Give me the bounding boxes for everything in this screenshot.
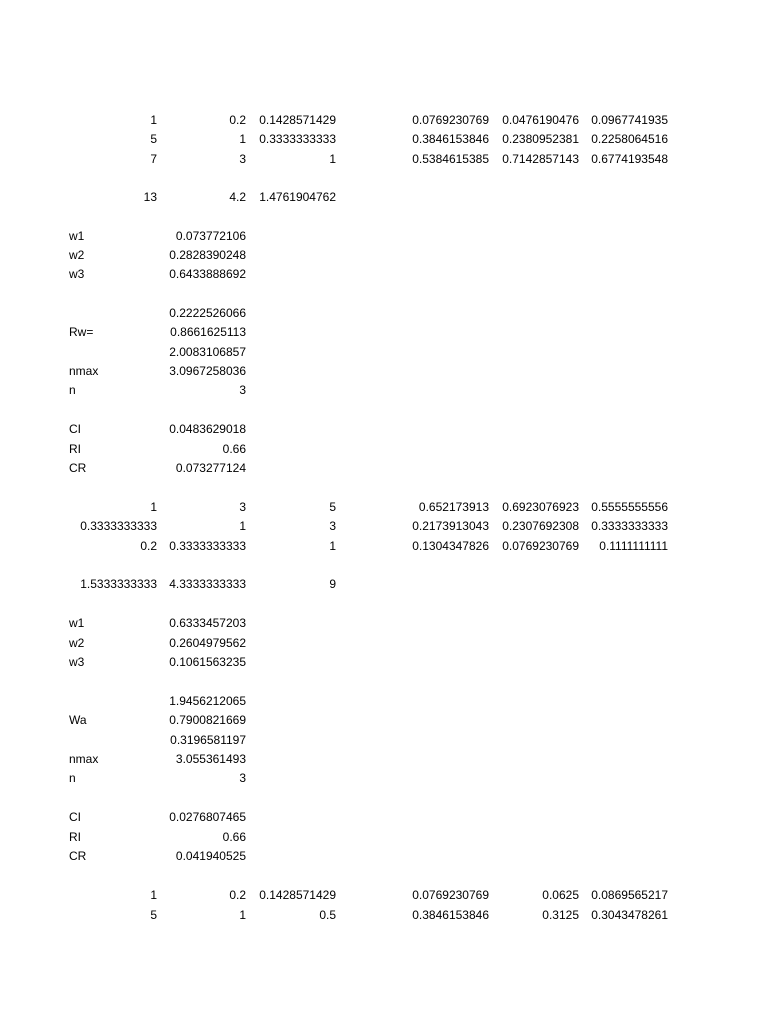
cell-label[interactable]: w3 (69, 655, 85, 669)
cell[interactable]: 0.66 (222, 442, 246, 456)
cell[interactable]: 0.2 (140, 539, 157, 553)
cell[interactable]: 0.1304347826 (412, 539, 489, 553)
table-row (0, 653, 768, 672)
cell[interactable]: 2.0083106857 (169, 345, 246, 359)
table-row (0, 808, 768, 827)
cell[interactable]: 1.9456212065 (169, 694, 246, 708)
table-row (0, 498, 768, 517)
cell[interactable]: 0.5384615385 (412, 152, 489, 166)
cell[interactable]: 1.4761904762 (259, 190, 336, 204)
cell[interactable]: 3.055361493 (175, 752, 246, 766)
table-row (0, 634, 768, 653)
cell-label[interactable]: RI (69, 442, 81, 456)
cell[interactable]: 0.3043478261 (591, 908, 668, 922)
cell[interactable]: 3 (239, 771, 246, 785)
cell[interactable]: 1 (239, 908, 246, 922)
cell[interactable]: 0.6923076923 (502, 500, 579, 514)
cell[interactable]: 0.0769230769 (412, 888, 489, 902)
table-row (0, 227, 768, 246)
cell[interactable]: 0.6433888692 (169, 267, 246, 281)
table-row (0, 537, 768, 556)
cell[interactable]: 0.073772106 (175, 229, 246, 243)
cell[interactable]: 0.0476190476 (502, 113, 579, 127)
cell[interactable]: 1 (150, 500, 157, 514)
table-row (0, 906, 768, 925)
cell[interactable]: 1 (150, 113, 157, 127)
cell-label[interactable]: CR (69, 461, 87, 475)
table-row (0, 246, 768, 265)
table-row (0, 711, 768, 730)
cell[interactable]: 1.5333333333 (80, 577, 157, 591)
cell[interactable]: 3 (239, 383, 246, 397)
cell[interactable]: 13 (143, 190, 157, 204)
cell[interactable]: 3.0967258036 (169, 364, 246, 378)
cell[interactable]: 0.7900821669 (169, 713, 246, 727)
table-row (0, 130, 768, 149)
cell[interactable]: 0.3846153846 (412, 132, 489, 146)
table-row (0, 304, 768, 323)
cell[interactable]: 0.6333457203 (169, 616, 246, 630)
cell[interactable]: 1 (329, 539, 336, 553)
cell[interactable]: 0.3125 (542, 908, 579, 922)
table-row (0, 731, 768, 750)
cell[interactable]: 5 (329, 500, 336, 514)
cell[interactable]: 0.3333333333 (80, 519, 157, 533)
table-row (0, 188, 768, 207)
table-row (0, 111, 768, 130)
cell-label[interactable]: CR (69, 849, 87, 863)
cell[interactable]: 0.1061563235 (169, 655, 246, 669)
cell[interactable]: 0.041940525 (175, 849, 246, 863)
table-row (0, 440, 768, 459)
table-row (0, 381, 768, 400)
cell[interactable]: 5 (150, 132, 157, 146)
cell-label[interactable]: n (69, 383, 76, 397)
cell-label[interactable]: nmax (69, 364, 99, 378)
cell[interactable]: 0.1111111111 (599, 539, 668, 553)
cell[interactable]: 0.66 (222, 830, 246, 844)
cell[interactable]: 1 (239, 519, 246, 533)
cell[interactable]: 0.2222526066 (169, 306, 246, 320)
cell[interactable]: 0.0769230769 (412, 113, 489, 127)
cell[interactable]: 0.3196581197 (170, 733, 246, 747)
cell-label[interactable]: Wa (69, 713, 87, 727)
cell[interactable]: 9 (329, 577, 336, 591)
cell-label[interactable]: w3 (69, 267, 85, 281)
cell[interactable]: 0.5555555556 (591, 500, 668, 514)
cell[interactable]: 3 (329, 519, 336, 533)
cell[interactable]: 0.652173913 (418, 500, 489, 514)
cell[interactable]: 0.0625 (542, 888, 579, 902)
cell[interactable]: 0.1428571429 (259, 888, 336, 902)
table-row (0, 323, 768, 342)
cell[interactable]: 0.0967741935 (591, 113, 668, 127)
cell[interactable]: 0.2604979562 (169, 636, 246, 650)
table-row (0, 828, 768, 847)
table-row (0, 769, 768, 788)
cell[interactable]: 0.0769230769 (502, 539, 579, 553)
cell-label[interactable]: Rw= (69, 325, 94, 339)
table-row (0, 692, 768, 711)
table-row (0, 265, 768, 284)
cell-label[interactable]: nmax (69, 752, 99, 766)
cell-label[interactable] (69, 692, 157, 711)
cell-label[interactable] (69, 731, 157, 750)
cell[interactable]: 4.3333333333 (169, 577, 246, 591)
cell[interactable]: 0.1428571429 (259, 113, 336, 127)
cell[interactable]: 0.2173913043 (412, 519, 489, 533)
table-row (0, 517, 768, 536)
cell-label[interactable]: w2 (69, 248, 85, 262)
cell[interactable]: 5 (150, 908, 157, 922)
cell[interactable]: 4.2 (229, 190, 246, 204)
cell[interactable]: 0.7142857143 (502, 152, 579, 166)
cell-label[interactable] (69, 343, 157, 362)
table-row (0, 362, 768, 381)
table-row (0, 343, 768, 362)
cell[interactable]: 3 (239, 500, 246, 514)
cell[interactable]: 0.2380952381 (502, 132, 579, 146)
cell[interactable]: 0.0869565217 (591, 888, 668, 902)
table-row (0, 459, 768, 478)
table-row (0, 847, 768, 866)
cell-label[interactable] (69, 304, 157, 323)
cell-label[interactable]: CI (69, 810, 81, 824)
cell[interactable]: 1 (150, 888, 157, 902)
cell-label[interactable]: w1 (69, 229, 85, 243)
table-row (0, 575, 768, 594)
cell-label[interactable]: RI (69, 830, 81, 844)
cell[interactable]: 0.3333333333 (169, 539, 246, 553)
cell[interactable]: 0.6774193548 (591, 152, 668, 166)
table-row (0, 886, 768, 905)
cell[interactable]: 0.2 (229, 888, 246, 902)
table-row (0, 420, 768, 439)
table-row (0, 614, 768, 633)
cell[interactable]: 7 (150, 152, 157, 166)
cell[interactable]: 0.8661625113 (170, 325, 246, 339)
cell[interactable]: 3 (239, 152, 246, 166)
cell[interactable]: 0.3333333333 (591, 519, 668, 533)
cell[interactable]: 0.2258064516 (591, 132, 668, 146)
cell[interactable]: 0.3333333333 (259, 132, 336, 146)
cell[interactable]: 0.0483629018 (169, 422, 246, 436)
cell[interactable]: 0.0276807465 (169, 810, 246, 824)
cell[interactable]: 0.3846153846 (412, 908, 489, 922)
cell-label[interactable]: CI (69, 422, 81, 436)
cell[interactable]: 1 (329, 152, 336, 166)
cell-label[interactable]: w2 (69, 636, 85, 650)
cell[interactable]: 1 (239, 132, 246, 146)
table-row (0, 750, 768, 769)
cell[interactable]: 0.2828390248 (169, 248, 246, 262)
cell[interactable]: 0.2307692308 (502, 519, 579, 533)
cell[interactable]: 0.5 (319, 908, 336, 922)
cell-label[interactable]: n (69, 771, 76, 785)
table-row (0, 150, 768, 169)
cell[interactable]: 0.2 (229, 113, 246, 127)
cell[interactable]: 0.073277124 (175, 461, 246, 475)
cell-label[interactable]: w1 (69, 616, 85, 630)
